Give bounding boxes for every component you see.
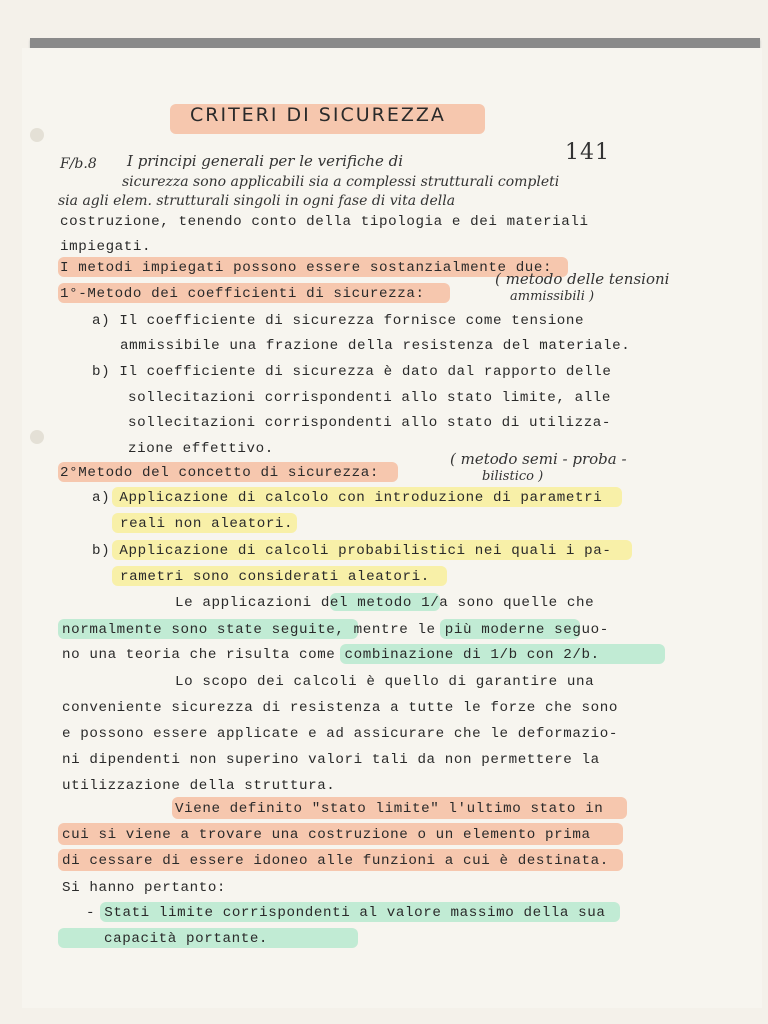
text-line: Si hanno pertanto: <box>62 880 227 896</box>
handwritten-note: ( metodo semi - proba - <box>450 450 627 468</box>
text-line: costruzione, tenendo conto della tipologia e dei materiali <box>60 214 589 230</box>
text-line: 2°Metodo del concetto di sicurezza: <box>60 465 379 481</box>
text-line: sollecitazioni corrispondenti allo stato di utilizza- <box>128 415 612 431</box>
text-line: reali non aleatori. <box>120 516 294 532</box>
text-line: normalmente sono state seguite, mentre le più moderne seguo- <box>62 622 609 638</box>
text-line: sollecitazioni corrispondenti allo stato limite, alle <box>128 390 612 406</box>
text-line: Viene definito "stato limite" l'ultimo stato in <box>175 801 604 817</box>
handwritten-ref: F/b.8 <box>60 156 97 172</box>
text-line: 1°-Metodo dei coefficienti di sicurezza: <box>60 286 425 302</box>
text-line: I metodi impiegati possono essere sostanzialmente due: <box>60 260 553 276</box>
text-line: b) Applicazione di calcoli probabilistici nei quali i pa- <box>92 543 612 559</box>
text-line: Le applicazioni del metodo 1/a sono quelle che <box>175 595 595 611</box>
handwritten-line: I principi generali per le verifiche di <box>127 152 404 170</box>
text-line: ni dipendenti non superino valori tali da non permettere la <box>62 752 600 768</box>
text-line: conveniente sicurezza di resistenza a tutte le forze che sono <box>62 700 618 716</box>
handwritten-note: bilistico ) <box>482 469 544 484</box>
text-line: a) Il coefficiente di sicurezza fornisce come tensione <box>92 313 585 329</box>
text-line: cui si viene a trovare una costruzione o un elemento prima <box>62 827 591 843</box>
handwritten-line: sicurezza sono applicabili sia a complessi strutturali completi <box>122 174 560 190</box>
handwritten-note: ammissibili ) <box>510 289 595 304</box>
text-line: impiegati. <box>60 239 152 255</box>
text-line: ammissibile una frazione della resistenza del materiale. <box>120 338 631 354</box>
handwritten-line: sia agli elem. strutturali singoli in ogni fase di vita della <box>58 193 456 209</box>
text-line: no una teoria che risulta come combinazione di 1/b con 2/b. <box>62 647 600 663</box>
text-line: - Stati limite corrispondenti al valore massimo della sua <box>86 905 606 921</box>
punch-hole <box>30 128 44 142</box>
text-line: rametri sono considerati aleatori. <box>120 569 430 585</box>
text-line: utilizzazione della struttura. <box>62 778 336 794</box>
text-line: zione effettivo. <box>128 441 274 457</box>
page-top-edge <box>30 38 760 48</box>
punch-hole <box>30 430 44 444</box>
handwritten-note: ( metodo delle tensioni <box>495 270 670 288</box>
text-line: b) Il coefficiente di sicurezza è dato dal rapporto delle <box>92 364 612 380</box>
text-line: Lo scopo dei calcoli è quello di garantire una <box>175 674 595 690</box>
text-line: e possono essere applicate e ad assicurare che le deformazio- <box>62 726 618 742</box>
text-line: capacità portante. <box>104 931 269 947</box>
text-line: di cessare di essere idoneo alle funzioni a cui è destinata. <box>62 853 609 869</box>
page-title: CRITERI DI SICUREZZA <box>190 104 446 126</box>
page-number: 141 <box>565 140 610 165</box>
text-line: a) Applicazione di calcolo con introduzione di parametri <box>92 490 603 506</box>
